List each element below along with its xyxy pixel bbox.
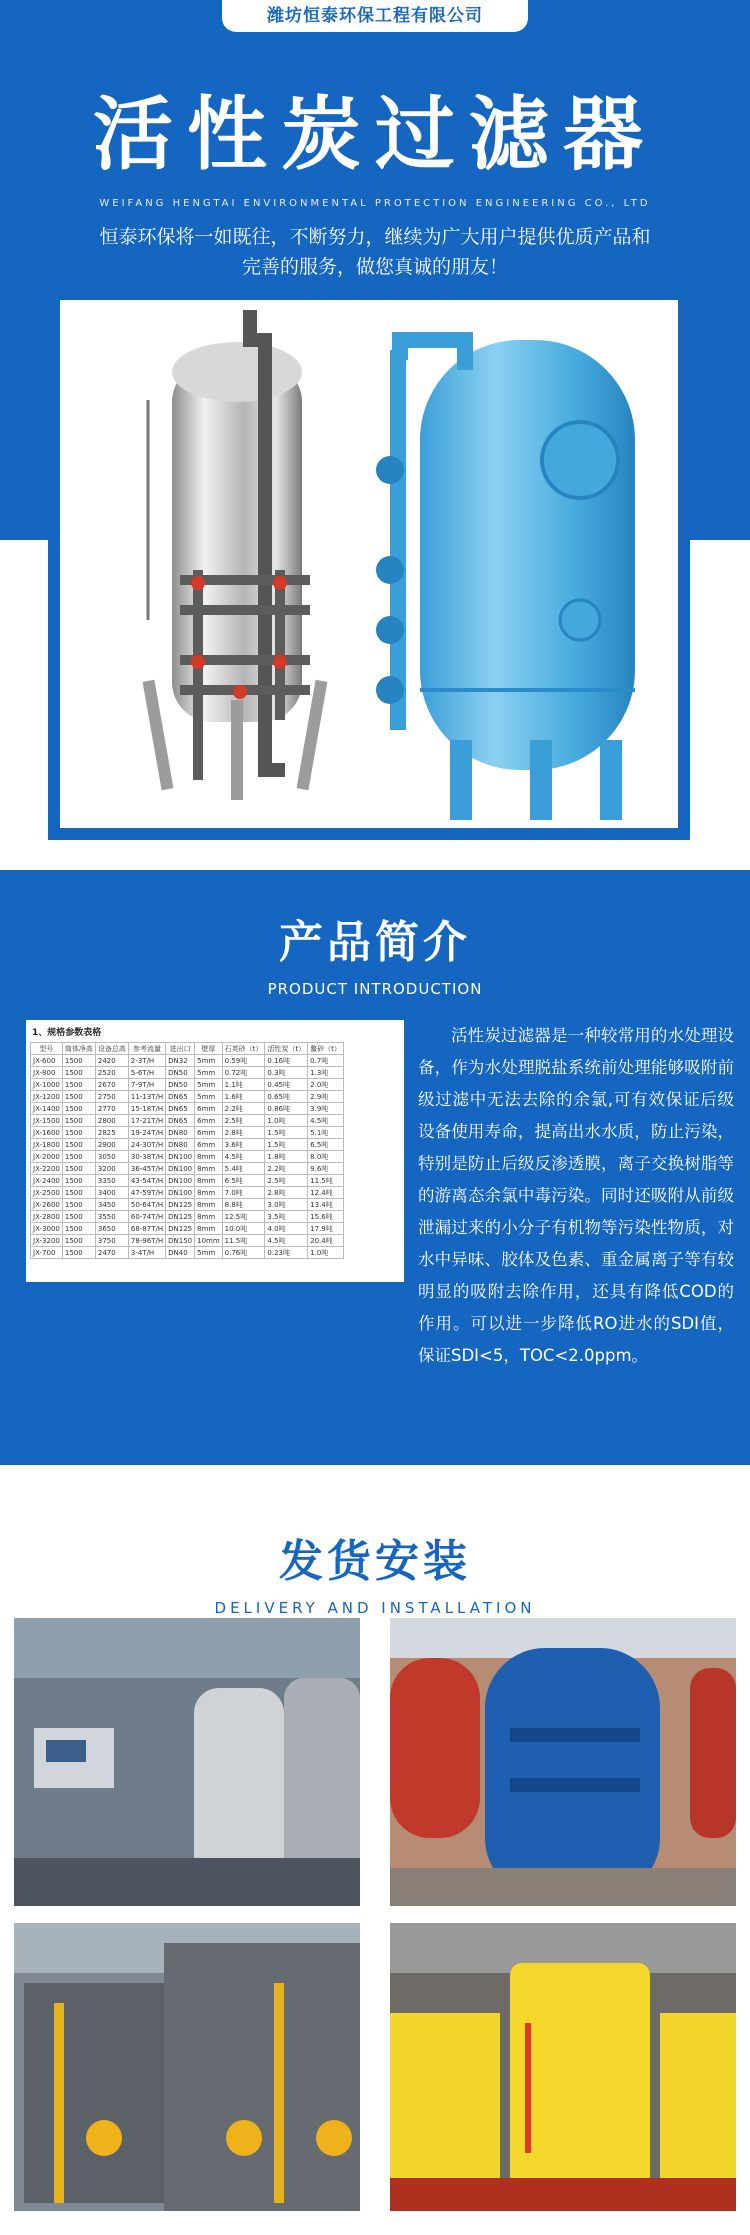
filter-tanks-illustration: [60, 300, 678, 828]
section-title: 发货安装: [279, 1536, 471, 1587]
table-cell: 3200: [95, 1163, 128, 1175]
table-cell: JX-2600: [31, 1199, 63, 1211]
table-cell: 0.86吨: [265, 1103, 308, 1115]
table-cell: 1500: [62, 1199, 95, 1211]
table-cell: JX-2800: [31, 1211, 63, 1223]
table-cell: DN80: [166, 1139, 195, 1151]
table-cell: 4.0吨: [265, 1223, 308, 1235]
table-cell: 36-45T/H: [128, 1163, 165, 1175]
table-cell: 2825: [95, 1127, 128, 1139]
table-cell: DN125: [166, 1211, 195, 1223]
table-cell: 3050: [95, 1151, 128, 1163]
table-cell: 3550: [95, 1211, 128, 1223]
table-cell: JX-1600: [31, 1127, 63, 1139]
table-cell: DN100: [166, 1151, 195, 1163]
table-cell: 2670: [95, 1079, 128, 1091]
table-cell: 9.6吨: [308, 1163, 344, 1175]
table-cell: 1500: [62, 1151, 95, 1163]
table-cell: 1500: [62, 1223, 95, 1235]
table-cell: JX-2400: [31, 1175, 63, 1187]
table-row: [31, 1247, 344, 1259]
table-cell: 2520: [95, 1067, 128, 1079]
table-cell: DN65: [166, 1091, 195, 1103]
table-cell: 7.0吨: [222, 1187, 265, 1199]
table-cell: 1500: [62, 1235, 95, 1247]
table-cell: 6.5吨: [308, 1139, 344, 1151]
table-cell: 24-30T/H: [128, 1139, 165, 1151]
table-cell: 3.6吨: [222, 1139, 265, 1151]
spec-table-title: 1、规格参数表格: [32, 1028, 102, 1038]
table-cell: 1500: [62, 1079, 95, 1091]
hero-banner: [0, 0, 750, 870]
table-cell: JX-1800: [31, 1139, 63, 1151]
product-image: [60, 300, 678, 828]
table-cell: 3.9吨: [308, 1103, 344, 1115]
table-cell: 8mm: [195, 1163, 223, 1175]
table-cell: JX-2500: [31, 1187, 63, 1199]
stainless-tank: [143, 310, 328, 800]
table-cell: 6mm: [195, 1103, 223, 1115]
page-title: 活性炭过滤器: [93, 87, 657, 181]
section-title-en: DELIVERY AND INSTALLATION: [214, 1599, 536, 1617]
table-cell: 5.4吨: [222, 1163, 265, 1175]
table-cell: 2.5吨: [265, 1175, 308, 1187]
table-cell: 8.8吨: [222, 1199, 265, 1211]
table-cell: 17-21T/H: [128, 1115, 165, 1127]
photo-grey-tanks: [14, 1923, 360, 2211]
table-cell: 6mm: [195, 1115, 223, 1127]
spec-table-header-cell: 型号: [31, 1043, 63, 1055]
table-cell: DN40: [166, 1247, 195, 1259]
table-row: [31, 1055, 344, 1067]
photo-yellow-tanks: [390, 1923, 736, 2211]
section-title-en: PRODUCT INTRODUCTION: [267, 980, 483, 998]
table-cell: 0.45吨: [265, 1079, 308, 1091]
photo-blue-tank: [390, 1618, 736, 1906]
table-cell: DN100: [166, 1163, 195, 1175]
table-cell: 1500: [62, 1139, 95, 1151]
table-cell: 0.72吨: [222, 1067, 265, 1079]
table-cell: JX-1500: [31, 1115, 63, 1127]
spec-table-body: [31, 1055, 344, 1259]
table-cell: 20.4吨: [308, 1235, 344, 1247]
table-cell: 5.1吨: [308, 1127, 344, 1139]
spec-table-header-cell: 鳌砂（t）: [308, 1043, 344, 1055]
table-cell: JX-3200: [31, 1235, 63, 1247]
table-cell: 10.0吨: [222, 1223, 265, 1235]
table-cell: 2.2吨: [265, 1163, 308, 1175]
table-cell: 0.7吨: [308, 1055, 344, 1067]
table-cell: 47-59T/H: [128, 1187, 165, 1199]
table-cell: 0.3吨: [265, 1067, 308, 1079]
table-cell: 6mm: [195, 1139, 223, 1151]
table-cell: 8mm: [195, 1223, 223, 1235]
blue-tank: [376, 340, 635, 820]
table-cell: 1500: [62, 1163, 95, 1175]
table-cell: 1.0吨: [265, 1115, 308, 1127]
spec-table-header-cell: 筒体净高: [62, 1043, 95, 1055]
company-name-en: WEIFANG HENGTAI ENVIRONMENTAL PROTECTION ENGINEERING CO., LTD: [99, 198, 651, 209]
table-cell: 7-9T/H: [128, 1079, 165, 1091]
table-cell: 1500: [62, 1067, 95, 1079]
table-cell: 1500: [62, 1187, 95, 1199]
section-title: 产品简介: [279, 917, 471, 968]
table-cell: DN125: [166, 1223, 195, 1235]
table-cell: 1.3吨: [308, 1067, 344, 1079]
table-cell: 8mm: [195, 1187, 223, 1199]
table-cell: 2750: [95, 1091, 128, 1103]
table-cell: 6.5吨: [222, 1175, 265, 1187]
table-cell: 30-38T/H: [128, 1151, 165, 1163]
table-row: [31, 1163, 344, 1175]
table-cell: DN50: [166, 1067, 195, 1079]
table-cell: 12.5吨: [222, 1211, 265, 1223]
table-row: [31, 1235, 344, 1247]
spec-table-header-cell: 石英砂（t）: [222, 1043, 265, 1055]
product-image-frame: [48, 288, 690, 840]
table-cell: 1500: [62, 1175, 95, 1187]
table-cell: 3.0吨: [265, 1199, 308, 1211]
table-cell: 2.5吨: [222, 1115, 265, 1127]
table-cell: JX-2000: [31, 1151, 63, 1163]
workshop-photo-3: [14, 1923, 360, 2211]
workshop-photo-2: [390, 1618, 736, 1906]
company-name-badge: 潍坊恒泰环保工程有限公司: [222, 0, 528, 32]
table-cell: 6mm: [195, 1127, 223, 1139]
table-cell: 2800: [95, 1115, 128, 1127]
spec-table-card: [26, 1020, 404, 1282]
table-cell: DN65: [166, 1103, 195, 1115]
spec-table-header-cell: 活性炭（t）: [265, 1043, 308, 1055]
table-cell: 1500: [62, 1091, 95, 1103]
table-cell: 17.9吨: [308, 1223, 344, 1235]
table-row: [31, 1091, 344, 1103]
table-cell: 60-74T/H: [128, 1211, 165, 1223]
table-cell: JX-700: [31, 1247, 63, 1259]
table-cell: 0.76吨: [222, 1247, 265, 1259]
table-cell: JX-1000: [31, 1079, 63, 1091]
table-row: [31, 1151, 344, 1163]
slogan: [0, 222, 750, 282]
table-row: [31, 1103, 344, 1115]
table-cell: DN125: [166, 1199, 195, 1211]
table-cell: 1500: [62, 1211, 95, 1223]
table-cell: 13.4吨: [308, 1199, 344, 1211]
product-introduction-section: [0, 870, 750, 1465]
table-cell: 1.0吨: [308, 1247, 344, 1259]
table-cell: JX-800: [31, 1067, 63, 1079]
table-cell: 3350: [95, 1175, 128, 1187]
table-cell: 11.5吨: [308, 1175, 344, 1187]
table-cell: JX-3000: [31, 1223, 63, 1235]
table-cell: 8mm: [195, 1151, 223, 1163]
table-cell: 3450: [95, 1199, 128, 1211]
delivery-installation-section: [0, 1465, 750, 2235]
table-cell: JX-2200: [31, 1163, 63, 1175]
table-cell: 4.5吨: [265, 1235, 308, 1247]
table-cell: 1.8吨: [265, 1151, 308, 1163]
table-row: [31, 1223, 344, 1235]
table-cell: 2.0吨: [308, 1079, 344, 1091]
table-cell: 2770: [95, 1103, 128, 1115]
table-cell: 1.1吨: [222, 1079, 265, 1091]
table-cell: 8mm: [195, 1199, 223, 1211]
table-cell: DN80: [166, 1127, 195, 1139]
spec-table-header-cell: 参考流量: [128, 1043, 165, 1055]
table-cell: DN100: [166, 1175, 195, 1187]
table-cell: 2900: [95, 1139, 128, 1151]
table-cell: 1500: [62, 1247, 95, 1259]
spec-table-header-cell: 进出口: [166, 1043, 195, 1055]
table-cell: 1.6吨: [222, 1091, 265, 1103]
table-cell: JX-1400: [31, 1103, 63, 1115]
workshop-photo-1: [14, 1618, 360, 1906]
table-cell: 8mm: [195, 1175, 223, 1187]
table-cell: JX-1200: [31, 1091, 63, 1103]
table-cell: 1500: [62, 1103, 95, 1115]
table-cell: 5mm: [195, 1067, 223, 1079]
table-cell: 15.6吨: [308, 1211, 344, 1223]
table-cell: 2.2吨: [222, 1103, 265, 1115]
table-cell: 11-13T/H: [128, 1091, 165, 1103]
table-cell: 2.8吨: [265, 1187, 308, 1199]
table-row: [31, 1067, 344, 1079]
table-cell: 1500: [62, 1115, 95, 1127]
spec-table: [30, 1042, 344, 1259]
table-cell: 3400: [95, 1187, 128, 1199]
table-cell: 8.0吨: [308, 1151, 344, 1163]
table-row: [31, 1175, 344, 1187]
table-cell: DN50: [166, 1079, 195, 1091]
table-cell: 11.5吨: [222, 1235, 265, 1247]
workshop-photo-4: [390, 1923, 736, 2211]
table-cell: 0.65吨: [265, 1091, 308, 1103]
table-cell: 12.4吨: [308, 1187, 344, 1199]
slogan-line-1: 恒泰环保将一如既往，不断努力，继续为广大用户提供优质产品和: [99, 226, 651, 248]
table-cell: 0.23吨: [265, 1247, 308, 1259]
table-cell: 1500: [62, 1127, 95, 1139]
table-cell: 3750: [95, 1235, 128, 1247]
table-cell: 2-3T/H: [128, 1055, 165, 1067]
table-cell: 1500: [62, 1055, 95, 1067]
table-cell: 2.8吨: [222, 1127, 265, 1139]
table-cell: 4.5吨: [222, 1151, 265, 1163]
table-cell: 50-64T/H: [128, 1199, 165, 1211]
table-cell: 5mm: [195, 1079, 223, 1091]
table-cell: 43-54T/H: [128, 1175, 165, 1187]
table-cell: 5mm: [195, 1091, 223, 1103]
table-cell: 68-87T/H: [128, 1223, 165, 1235]
table-cell: 2420: [95, 1055, 128, 1067]
table-row: [31, 1139, 344, 1151]
table-cell: 3-4T/H: [128, 1247, 165, 1259]
table-cell: 1.5吨: [265, 1127, 308, 1139]
table-cell: 1.5吨: [265, 1139, 308, 1151]
table-cell: 0.59吨: [222, 1055, 265, 1067]
table-cell: 8mm: [195, 1211, 223, 1223]
table-row: [31, 1187, 344, 1199]
table-row: [31, 1127, 344, 1139]
photo-workshop-stainless-tanks: [14, 1618, 360, 1906]
table-cell: DN100: [166, 1187, 195, 1199]
table-cell: 10mm: [195, 1235, 223, 1247]
slogan-line-2: 完善的服务，做您真诚的朋友！: [241, 256, 508, 278]
spec-table-header-cell: 设备总高: [95, 1043, 128, 1055]
table-cell: 4.5吨: [308, 1115, 344, 1127]
table-cell: 3650: [95, 1223, 128, 1235]
table-cell: 78-96T/H: [128, 1235, 165, 1247]
table-cell: 5mm: [195, 1247, 223, 1259]
table-cell: 5-6T/H: [128, 1067, 165, 1079]
spec-table-header-row: [31, 1043, 344, 1055]
table-cell: 2.9吨: [308, 1091, 344, 1103]
table-row: [31, 1115, 344, 1127]
table-cell: 2470: [95, 1247, 128, 1259]
table-row: [31, 1211, 344, 1223]
table-cell: JX-600: [31, 1055, 63, 1067]
spec-table-header-cell: 壁厚: [195, 1043, 223, 1055]
table-cell: 0.16吨: [265, 1055, 308, 1067]
introduction-text: 活性炭过滤器是一种较常用的水处理设备，作为水处理脱盐系统前处理能够吸附前级过滤中无法去除的余氯,可有效保证后级设备使用寿命，提高出水水质，防止污染，特别是防止后级反渗透膜，离子交换树脂等的游离态余氯中毒污染。同时还吸附从前级泄漏过来的小分子有机物等污染性物质，对水中异味、胶体及色素、重金属离子等有较明显的吸附去除作用，还具有降低COD的作用。可以进一步降低RO进水的SDI值，保证SDI<5，TOC<2.0ppm。: [418, 1026, 734, 1365]
table-cell: DN150: [166, 1235, 195, 1247]
table-cell: DN32: [166, 1055, 195, 1067]
table-cell: 15-18T/H: [128, 1103, 165, 1115]
table-cell: DN65: [166, 1115, 195, 1127]
table-cell: 3.5吨: [265, 1211, 308, 1223]
table-cell: 5mm: [195, 1055, 223, 1067]
table-row: [31, 1079, 344, 1091]
table-cell: 19-24T/H: [128, 1127, 165, 1139]
table-row: [31, 1199, 344, 1211]
